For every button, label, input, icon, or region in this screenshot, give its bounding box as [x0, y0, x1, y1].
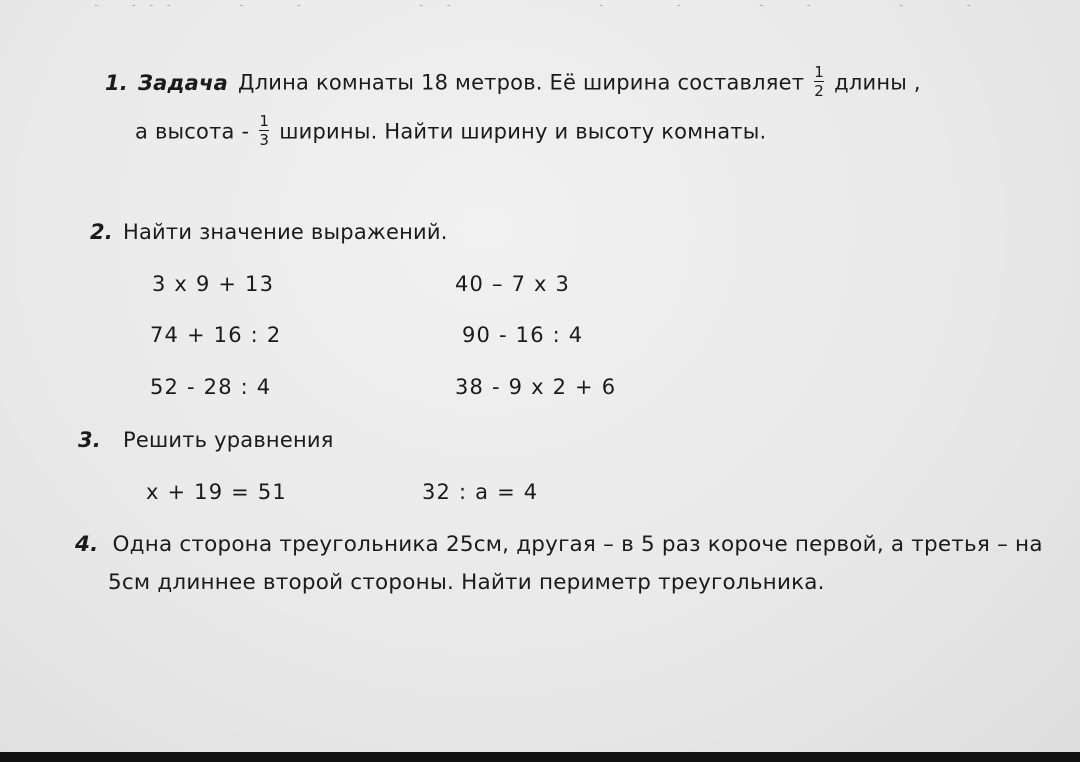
task1-number: 1. — [105, 70, 128, 95]
task2-heading — [90, 220, 448, 244]
fraction-numerator: 1 — [259, 112, 270, 130]
task4-text-line1: Одна сторона треугольника 25см, другая – в 5 раз короче первой, а третья – на — [112, 532, 1043, 557]
fraction-denominator: 3 — [259, 131, 270, 149]
task3-heading — [78, 428, 334, 452]
task1-line2-part2: ширины. Найти ширину и высоту комнаты. — [279, 119, 767, 144]
equation-2: 32 : a = 4 — [422, 480, 539, 504]
task1-keyword: Задача — [138, 70, 229, 95]
fraction-numerator: 1 — [814, 63, 825, 81]
expression-4: 90 - 16 : 4 — [462, 323, 584, 347]
task1-text-part2: длины , — [834, 70, 921, 95]
task4-number: 4. — [75, 532, 99, 557]
task1-fraction-one-third — [259, 113, 269, 148]
task1-text-part1: Длина комнаты 18 метров. Её ширина составляет — [238, 70, 805, 95]
task2-title: Найти значение выражений. — [123, 220, 448, 244]
expression-5: 52 - 28 : 4 — [150, 375, 272, 399]
expression-2: 40 – 7 x 3 — [455, 272, 571, 296]
fraction-denominator: 2 — [814, 82, 825, 100]
expression-1: 3 x 9 + 13 — [152, 272, 275, 296]
cut-off-top-text — [0, 0, 1080, 6]
task3-number: 3. — [78, 428, 101, 452]
task1-line2 — [135, 112, 767, 150]
task1-fraction-one-half — [814, 64, 824, 99]
expression-3: 74 + 16 : 2 — [150, 323, 282, 347]
task4-line2: 5см длиннее второй стороны. Найти периметр треугольника. — [108, 570, 825, 595]
task3-title: Решить уравнения — [123, 428, 334, 452]
expression-6: 38 - 9 x 2 + 6 — [455, 375, 617, 399]
task1-line2-part1: а высота - — [135, 119, 250, 144]
equation-1: x + 19 = 51 — [146, 480, 287, 504]
task1-line1 — [105, 63, 921, 101]
photo-bottom-edge — [0, 752, 1080, 762]
task2-number: 2. — [90, 220, 113, 244]
task4-line1 — [75, 532, 1043, 557]
